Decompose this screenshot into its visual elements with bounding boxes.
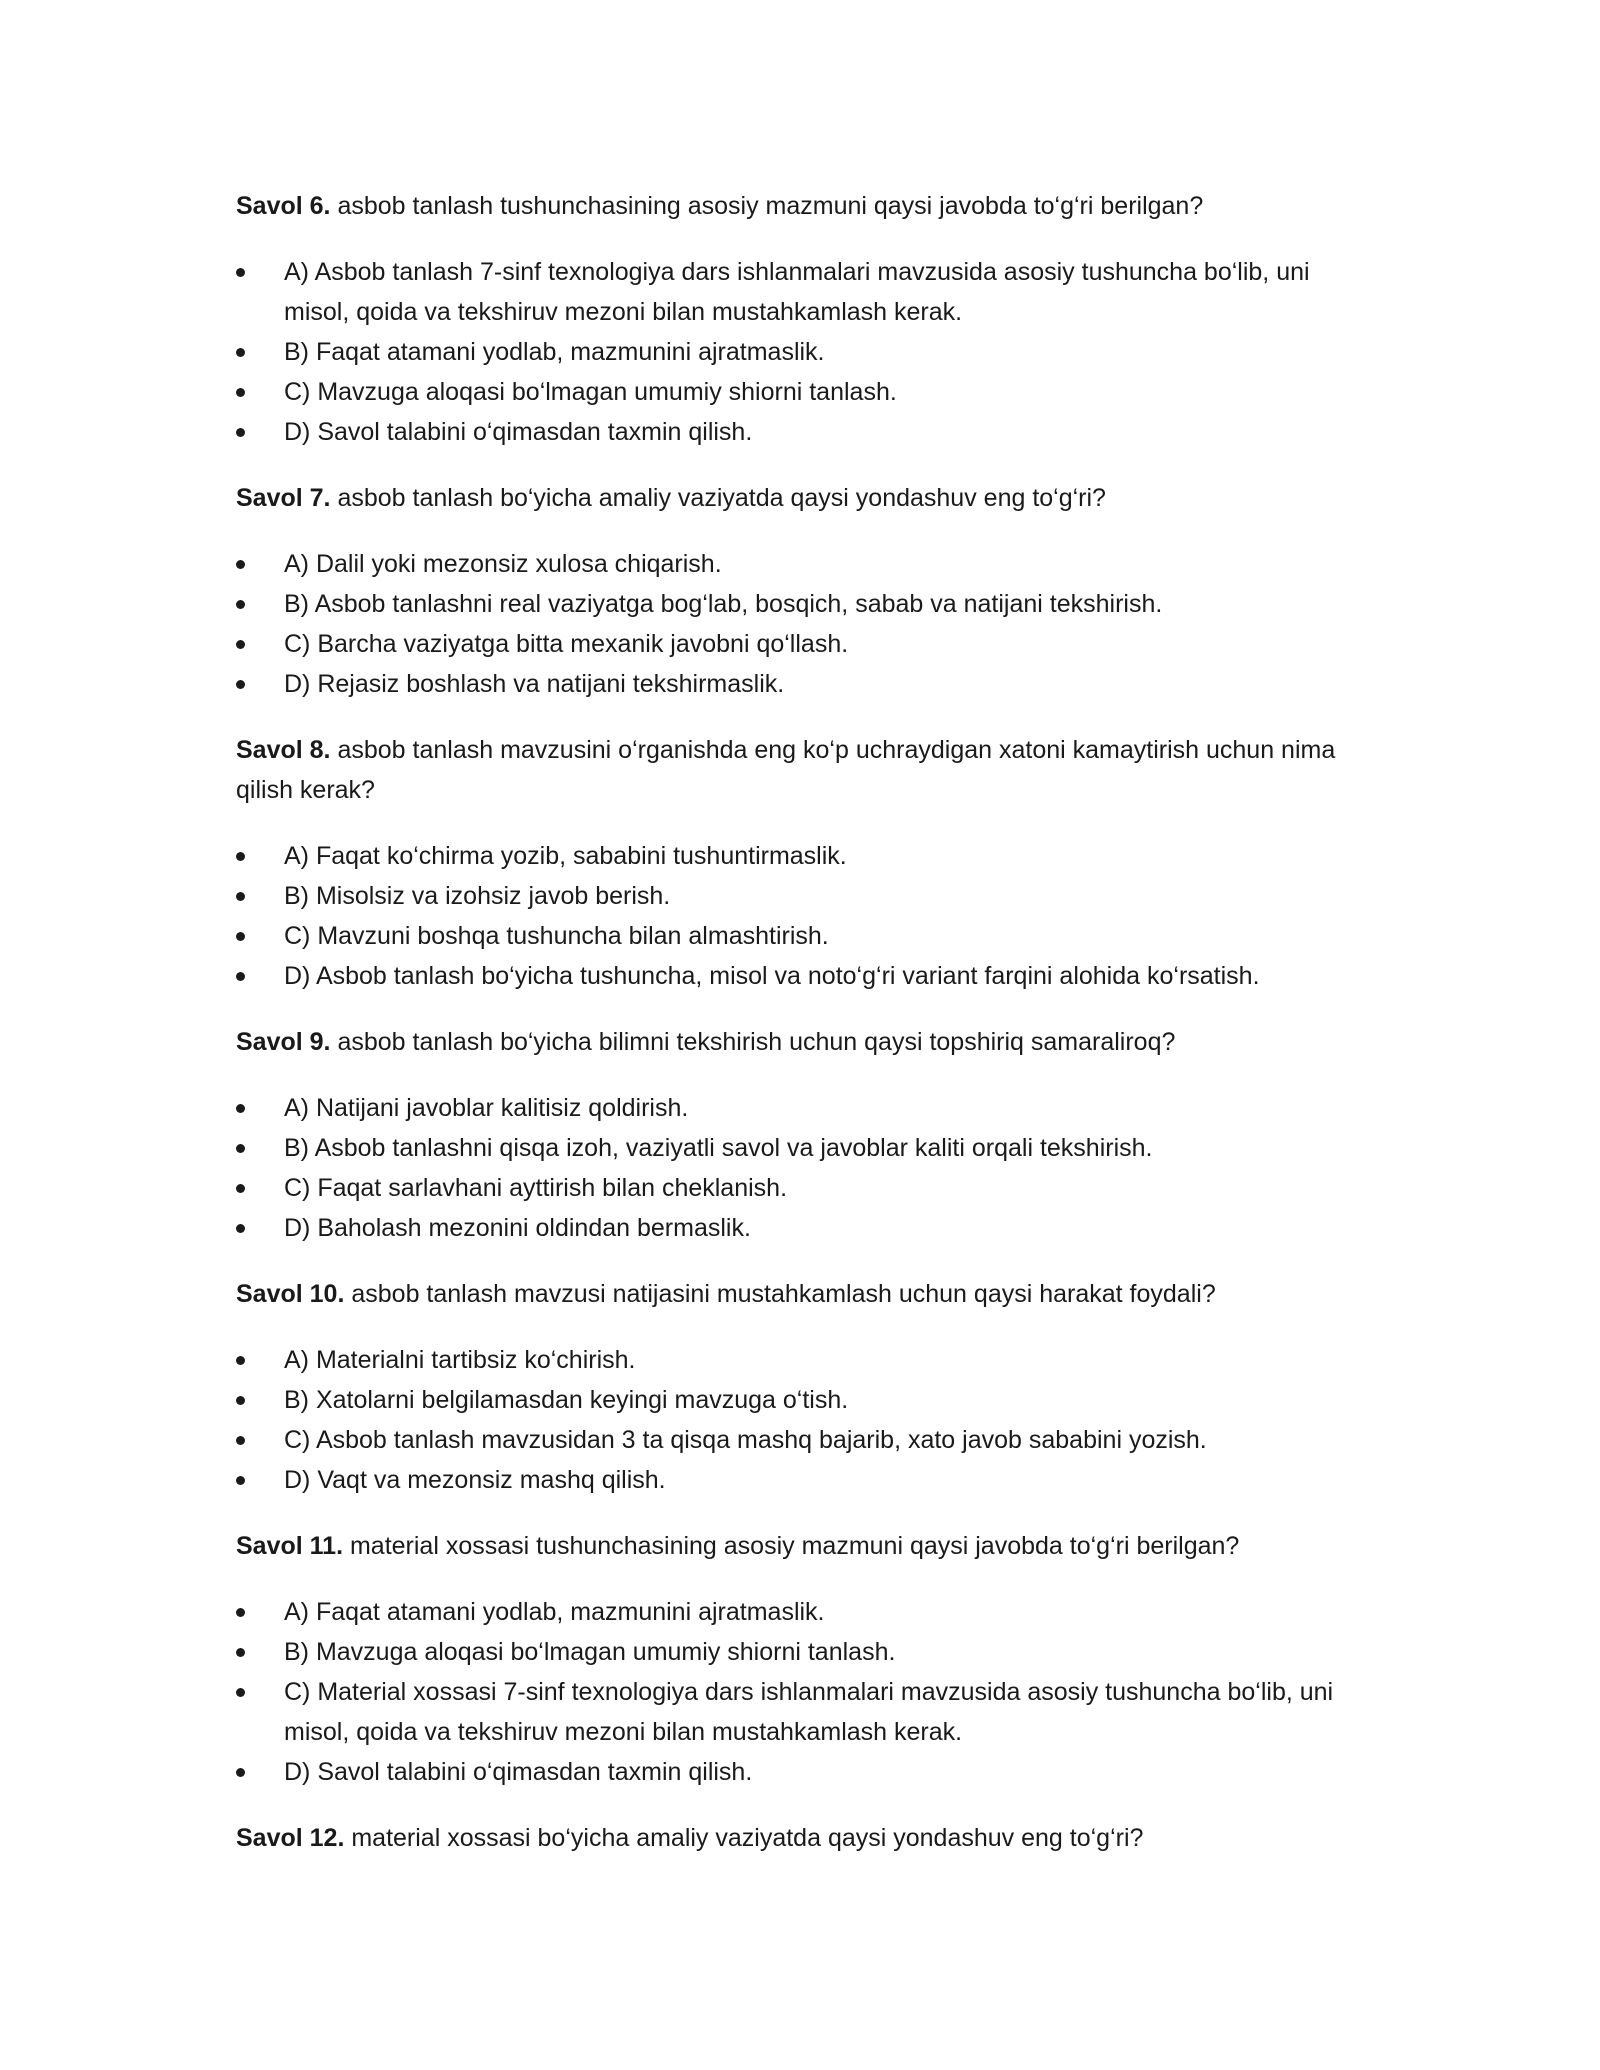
bullet-icon bbox=[236, 1396, 245, 1405]
bullet-icon bbox=[236, 388, 245, 397]
bullet-icon bbox=[236, 1356, 245, 1365]
bullet-icon bbox=[236, 1648, 245, 1657]
answer-option: B) Misolsiz va izohsiz javob berish. bbox=[236, 876, 1376, 916]
question-text bbox=[236, 186, 1376, 226]
question-block bbox=[236, 730, 1376, 996]
answer-option: A) Materialni tartibsiz ko‘chirish. bbox=[236, 1340, 1376, 1380]
question-label: Savol 6. bbox=[236, 192, 331, 220]
bullet-icon bbox=[236, 1184, 245, 1193]
bullet-icon bbox=[236, 1768, 245, 1777]
question-text bbox=[236, 1274, 1376, 1314]
question-text bbox=[236, 1818, 1376, 1858]
answer-option: B) Asbob tanlashni real vaziyatga bog‘lab, bosqich, sabab va natijani tekshirish. bbox=[236, 584, 1376, 624]
bullet-icon bbox=[236, 1104, 245, 1113]
answer-options bbox=[236, 544, 1376, 704]
question-label: Savol 7. bbox=[236, 484, 331, 512]
question-label: Savol 9. bbox=[236, 1028, 331, 1056]
bullet-icon bbox=[236, 932, 245, 941]
answer-option: A) Dalil yoki mezonsiz xulosa chiqarish. bbox=[236, 544, 1376, 584]
bullet-icon bbox=[236, 268, 245, 277]
answer-option: A) Asbob tanlash 7-sinf texnologiya dars ishlanmalari mavzusida asosiy tushuncha bo‘lib, uni misol, qoida va tekshiruv mezoni bilan mustahkamlash kerak. bbox=[236, 252, 1376, 332]
question-body: asbob tanlash mavzusini o‘rganishda eng ko‘p uchraydigan xatoni kamaytirish uchun nima qilish kerak? bbox=[236, 736, 1336, 804]
question-block bbox=[236, 186, 1376, 452]
answer-option: D) Rejasiz boshlash va natijani tekshirmaslik. bbox=[236, 664, 1376, 704]
answer-option: A) Faqat ko‘chirma yozib, sababini tushuntirmaslik. bbox=[236, 836, 1376, 876]
question-block bbox=[236, 1022, 1376, 1248]
answer-option: D) Vaqt va mezonsiz mashq qilish. bbox=[236, 1460, 1376, 1500]
question-body: asbob tanlash tushunchasining asosiy mazmuni qaysi javobda to‘g‘ri berilgan? bbox=[330, 192, 1204, 220]
question-block bbox=[236, 478, 1376, 704]
answer-option: C) Mavzuni boshqa tushuncha bilan almashtirish. bbox=[236, 916, 1376, 956]
answer-option: B) Xatolarni belgilamasdan keyingi mavzuga o‘tish. bbox=[236, 1380, 1376, 1420]
question-block bbox=[236, 1274, 1376, 1500]
question-body: asbob tanlash bo‘yicha amaliy vaziyatda qaysi yondashuv eng to‘g‘ri? bbox=[330, 484, 1106, 512]
bullet-icon bbox=[236, 680, 245, 689]
answer-option: C) Barcha vaziyatga bitta mexanik javobni qo‘llash. bbox=[236, 624, 1376, 664]
answer-options bbox=[236, 1340, 1376, 1500]
question-label: Savol 8. bbox=[236, 736, 331, 764]
question-body: asbob tanlash mavzusi natijasini mustahkamlash uchun qaysi harakat foydali? bbox=[344, 1280, 1216, 1308]
bullet-icon bbox=[236, 600, 245, 609]
answer-option: C) Faqat sarlavhani ayttirish bilan cheklanish. bbox=[236, 1168, 1376, 1208]
answer-options bbox=[236, 1592, 1376, 1792]
question-text bbox=[236, 1526, 1376, 1566]
answer-option: D) Savol talabini o‘qimasdan taxmin qilish. bbox=[236, 1752, 1376, 1792]
answer-option: C) Material xossasi 7-sinf texnologiya dars ishlanmalari mavzusida asosiy tushuncha bo‘lib, uni misol, qoida va tekshiruv mezoni bilan mustahkamlash kerak. bbox=[236, 1672, 1376, 1752]
bullet-icon bbox=[236, 892, 245, 901]
question-text bbox=[236, 730, 1376, 810]
answer-option: B) Mavzuga aloqasi bo‘lmagan umumiy shiorni tanlash. bbox=[236, 1632, 1376, 1672]
bullet-icon bbox=[236, 428, 245, 437]
question-block bbox=[236, 1526, 1376, 1792]
bullet-icon bbox=[236, 1144, 245, 1153]
question-label: Savol 11. bbox=[236, 1532, 344, 1560]
question-label: Savol 12. bbox=[236, 1824, 345, 1852]
answer-option: D) Baholash mezonini oldindan bermaslik. bbox=[236, 1208, 1376, 1248]
bullet-icon bbox=[236, 1608, 245, 1617]
bullet-icon bbox=[236, 1224, 245, 1233]
bullet-icon bbox=[236, 640, 245, 649]
bullet-icon bbox=[236, 1476, 245, 1485]
answer-option: A) Natijani javoblar kalitisiz qoldirish. bbox=[236, 1088, 1376, 1128]
answer-options bbox=[236, 836, 1376, 996]
answer-option: C) Mavzuga aloqasi bo‘lmagan umumiy shiorni tanlash. bbox=[236, 372, 1376, 412]
answer-option: B) Faqat atamani yodlab, mazmunini ajratmaslik. bbox=[236, 332, 1376, 372]
answer-option: B) Asbob tanlashni qisqa izoh, vaziyatli savol va javoblar kaliti orqali tekshirish. bbox=[236, 1128, 1376, 1168]
question-block bbox=[236, 1818, 1376, 1858]
document-page bbox=[236, 186, 1376, 1884]
answer-options bbox=[236, 252, 1376, 452]
bullet-icon bbox=[236, 972, 245, 981]
answer-option: D) Savol talabini o‘qimasdan taxmin qilish. bbox=[236, 412, 1376, 452]
answer-option: D) Asbob tanlash bo‘yicha tushuncha, misol va noto‘g‘ri variant farqini alohida ko‘rsatish. bbox=[236, 956, 1376, 996]
question-label: Savol 10. bbox=[236, 1280, 345, 1308]
question-body: asbob tanlash bo‘yicha bilimni tekshirish uchun qaysi topshiriq samaraliroq? bbox=[330, 1028, 1176, 1056]
bullet-icon bbox=[236, 1688, 245, 1697]
bullet-icon bbox=[236, 560, 245, 569]
question-body: material xossasi bo‘yicha amaliy vaziyatda qaysi yondashuv eng to‘g‘ri? bbox=[344, 1824, 1144, 1852]
answer-option: A) Faqat atamani yodlab, mazmunini ajratmaslik. bbox=[236, 1592, 1376, 1632]
bullet-icon bbox=[236, 1436, 245, 1445]
question-body: material xossasi tushunchasining asosiy mazmuni qaysi javobda to‘g‘ri berilgan? bbox=[343, 1532, 1240, 1560]
answer-option: C) Asbob tanlash mavzusidan 3 ta qisqa mashq bajarib, xato javob sababini yozish. bbox=[236, 1420, 1376, 1460]
bullet-icon bbox=[236, 348, 245, 357]
question-text bbox=[236, 478, 1376, 518]
answer-options bbox=[236, 1088, 1376, 1248]
bullet-icon bbox=[236, 852, 245, 861]
question-text bbox=[236, 1022, 1376, 1062]
